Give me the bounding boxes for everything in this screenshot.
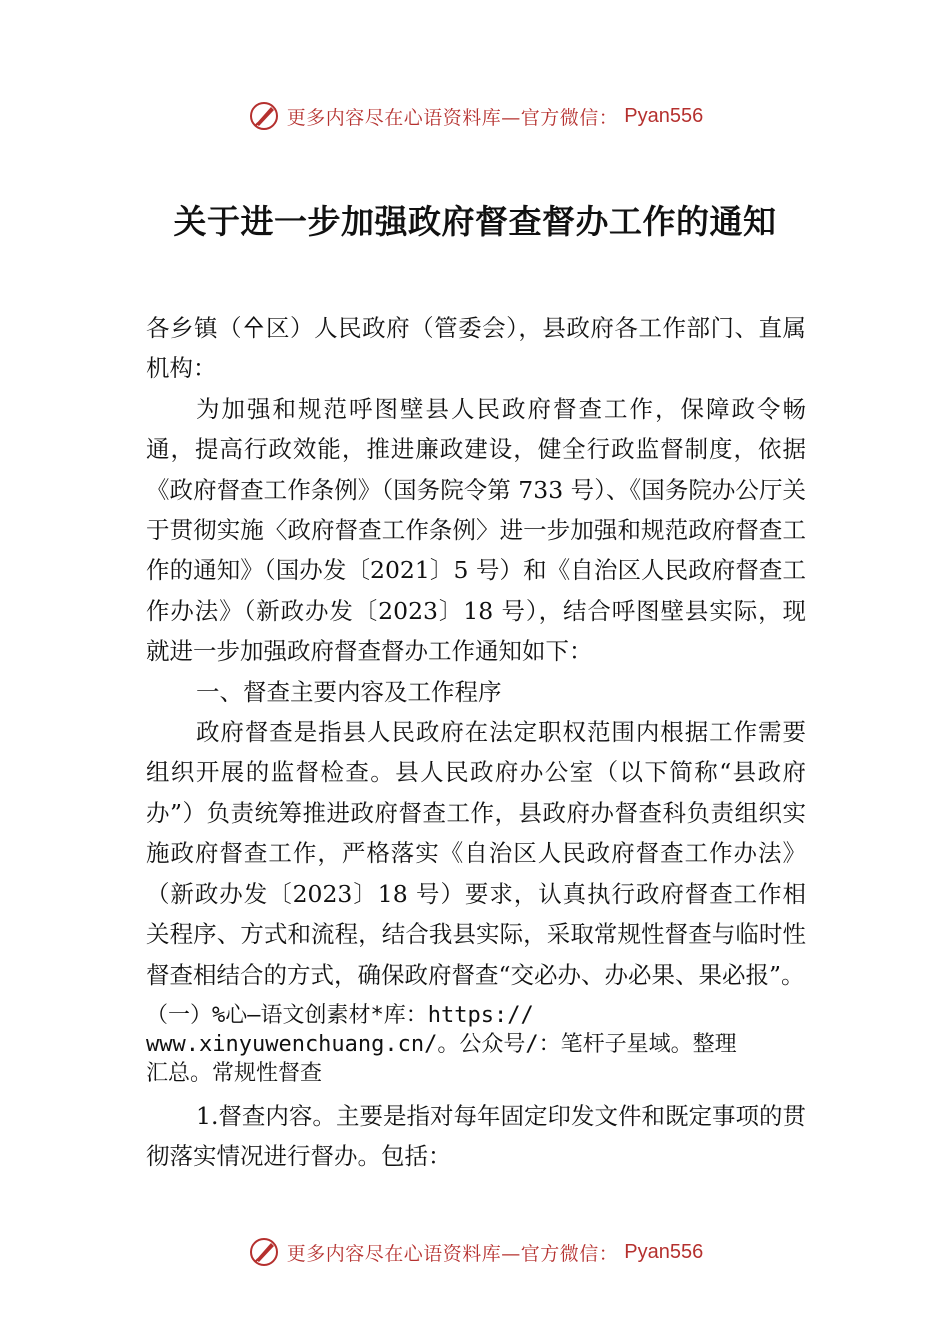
- intro-paragraph: 为加强和规范呼图壁县人民政府督查工作，保障政令畅通，提高行政效能，推进廉政建设，健全行政监督制度，依据《政府督查工作条例》（国务院令第 733 号）、《国务院办公厅关于贯彻实施〈政府督查工作条例〉进一步加强和规范政府督查工作的通知》（国办发〔2021〕5 号）和《自治区人民政府督查工作办法》（新政办发〔2023〕18 号），结合呼图壁县实际，现就进一步加强政府督查督办工作通知如下：: [146, 394, 806, 666]
- banner-text: 更多内容尽在心语资料库—官方微信：: [286, 106, 619, 129]
- addressee: 各乡镇（㐃区）人民政府（管委会），县政府各工作部门、直属机构：: [146, 314, 806, 383]
- banner-wechat-id: Pyan556: [624, 1240, 704, 1263]
- subsection-1-line-1: （一）%心—语文创素材*库：https://: [146, 1002, 534, 1028]
- quill-pen-logo-icon: [247, 99, 281, 133]
- header-watermark-banner: [0, 96, 950, 136]
- document-body: [146, 308, 806, 1177]
- document-title: 关于进一步加强政府督查督办工作的通知: [173, 202, 777, 241]
- quill-pen-logo-icon: [247, 1235, 281, 1269]
- footer-watermark-banner: [0, 1232, 950, 1272]
- section-1-heading: 一、督查主要内容及工作程序: [196, 677, 502, 706]
- subsection-1-heading: [146, 1001, 786, 1088]
- section-1-paragraph: 政府督查是指县人民政府在法定职权范围内根据工作需要组织开展的监督检查。县人民政府办公室（以下简称“县政府办”）负责统筹推进政府督查工作，县政府办督查科负责组织实施政府督查工作，严格落实《自治区人民政府督查工作办法》（新政办发〔2023〕18 号）要求，认真执行政府督查工作相关程序、方式和流程，结合我县实际，采取常规性督查与临时性督查相结合的方式，确保政府督查“交必办、办必果、果必报”。: [146, 718, 806, 989]
- banner-wechat-id: Pyan556: [624, 104, 704, 127]
- subsection-1-line-3: 汇总。常规性督查: [146, 1060, 323, 1086]
- item-1-paragraph: 1.督查内容。主要是指对每年固定印发文件和既定事项的贯彻落实情况进行督办。包括：: [146, 1101, 806, 1171]
- banner-text: 更多内容尽在心语资料库—官方微信：: [286, 1242, 619, 1265]
- subsection-1-line-2: www.xinyuwenchuang.cn/。公众号/：笔杆子星域。整理: [146, 1031, 737, 1057]
